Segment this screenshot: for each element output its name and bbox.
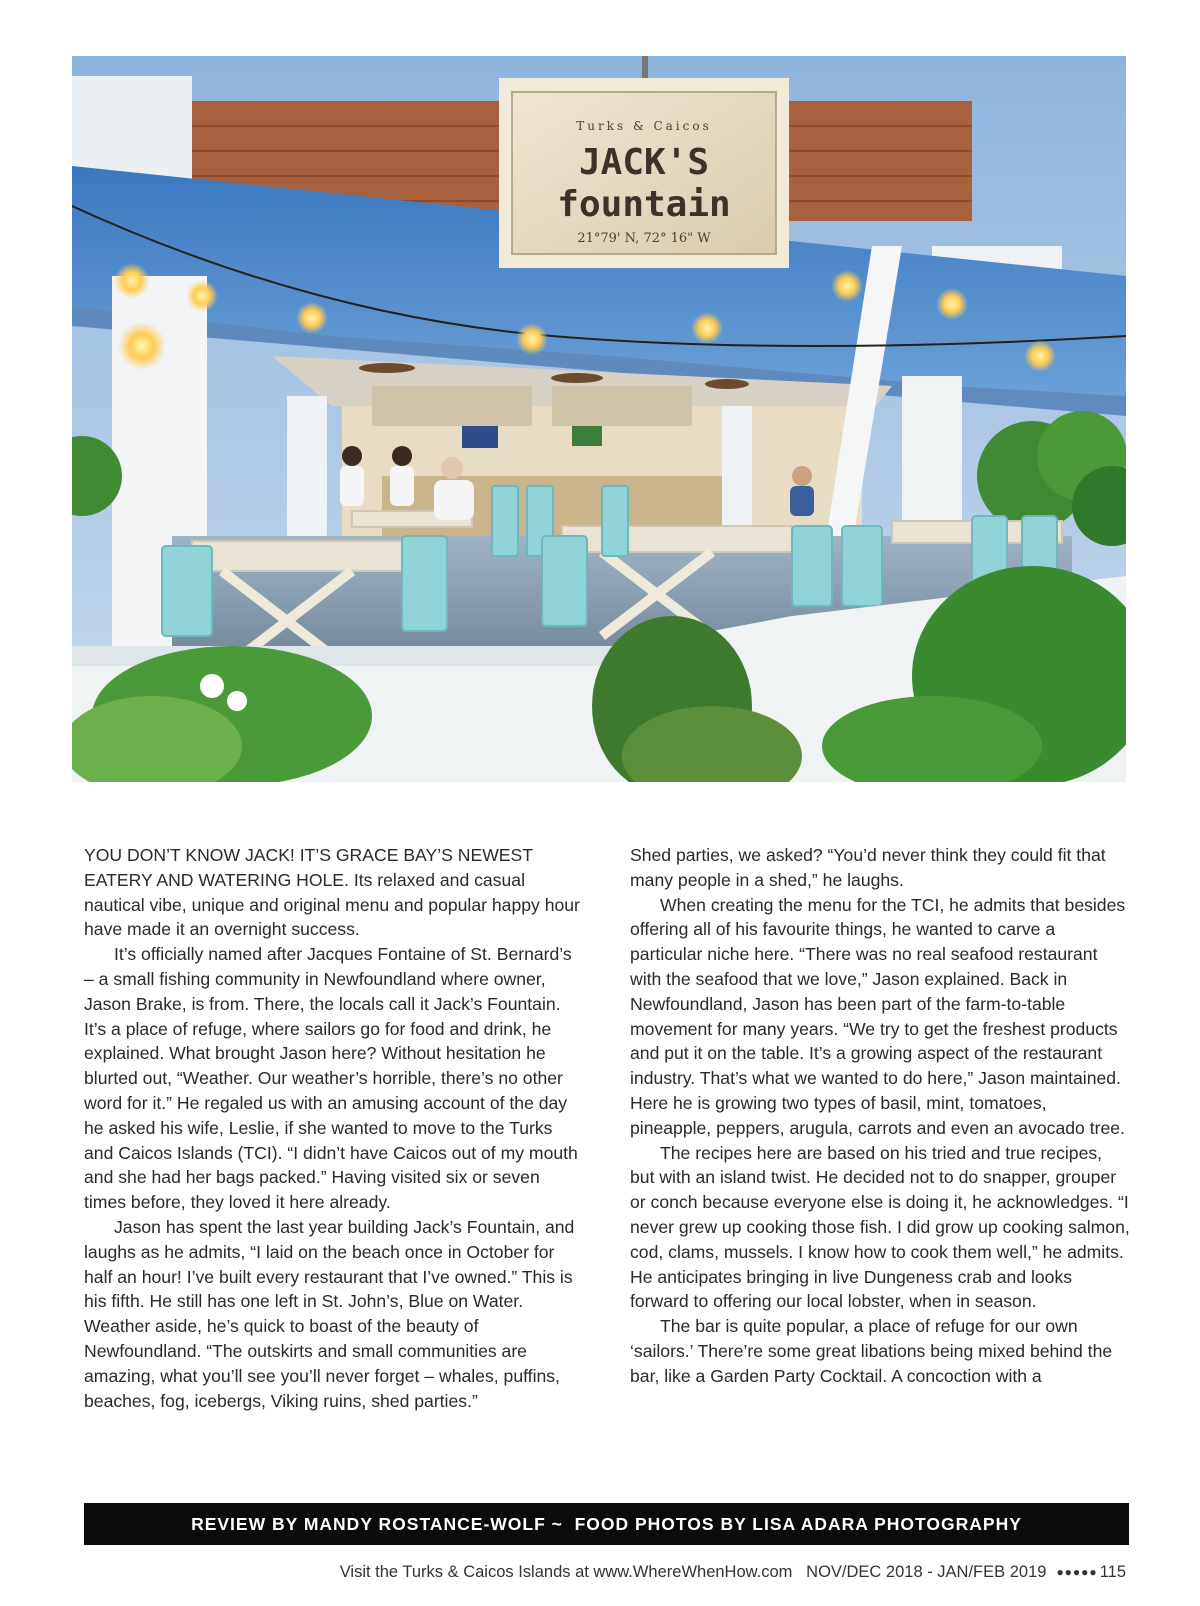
article-column-left — [84, 843, 584, 1443]
chair — [602, 486, 628, 556]
sign-top-text: Turks & Caicos — [576, 119, 712, 133]
sign-main-text-1: JACK'S — [578, 142, 710, 183]
sign-coords-text: 21°79' N, 72° 16" W — [577, 231, 711, 246]
chair — [402, 536, 447, 631]
article-body — [84, 843, 1130, 1443]
hero-photo — [72, 56, 1126, 782]
table — [562, 526, 792, 552]
page-number: 115 — [1099, 1562, 1126, 1581]
footer-issue-text: NOV/DEC 2018 - JAN/FEB 2019 — [806, 1562, 1047, 1581]
footer-visit-text: Visit the Turks & Caicos Islands at www.WhereWhenHow.com — [339, 1562, 793, 1581]
table — [192, 541, 432, 571]
page-footer — [340, 1560, 1126, 1584]
credit-text: REVIEW BY MANDY ROSTANCE-WOLF ~ FOOD PHOTOS BY LISA ADARA PHOTOGRAPHY — [191, 1513, 1022, 1534]
paragraph: Shed parties, we asked? “You’d never think they could fit that many people in a shed,” he laughs. — [630, 845, 1106, 890]
restaurant-illustration — [72, 56, 1126, 782]
paragraph: Jason has spent the last year building Jack’s Fountain, and laughs as he admits, “I laid on the beach once in October for half an hour! I’ve built every restaurant that I’ve owned.” This is his fifth. He still has one left in St. John’s, Blue on Water. Weather aside, he’s quick to boast of the beauty of Newfoundland. “The outskirts and small communities are amazing, what you’ll see you’ll never forget – whales, puffins, beaches, fog, icebergs, Viking ruins, shed parties.” — [84, 1216, 575, 1411]
restaurant-sign — [499, 56, 789, 268]
paragraph: When creating the menu for the TCI, he admits that besides offering all of his favourite things, he wanted to carve a particular niche here. “There was no real seafood restaurant with the seafood that we love,” Jason explained. Back in Newfoundland, Jason has been part of the farm-to-table movement for many years. “We try to get the freshest products and put it on the table. It’s a growing aspect of the restaurant industry. That’s what we wanted to do here,” Jason maintained. Here he is growing two types of basil, mint, tomatoes, pineapple, peppers, arugula, carrots and even an avocado tree. — [630, 894, 1126, 1138]
footer-dots: ●●●●● — [1056, 1565, 1098, 1579]
chair — [842, 526, 882, 606]
credit-bar — [84, 1503, 1129, 1545]
article-column-right — [630, 843, 1130, 1443]
paragraph: YOU DON’T KNOW JACK! IT’S GRACE BAY’S NEWEST EATERY AND WATERING HOLE. Its relaxed and casual nautical vibe, unique and original menu and popular happy hour have made it an overnight success. — [84, 845, 580, 940]
paragraph: The recipes here are based on his tried and true recipes, but with an island twist. He decided not to do snapper, grouper or conch because everyone else is doing it, he acknowledges. “I never grew up cooking those fish. I did grow up cooking salmon, cod, clams, mussels. I know how to cook them well,” he admits. He anticipates bringing in live Dungeness crab and looks forward to offering our local lobster, when in season. — [630, 1142, 1130, 1312]
chair — [162, 546, 212, 636]
paragraph: The bar is quite popular, a place of refuge for our own ‘sailors.’ There’re some great libations being mixed behind the bar, like a Garden Party Cocktail. A concoction with a — [630, 1316, 1113, 1386]
chair — [492, 486, 518, 556]
sign-main-text-2: fountain — [557, 184, 731, 225]
chair — [542, 536, 587, 626]
paragraph: It’s officially named after Jacques Fontaine of St. Bernard’s – a small fishing community in Newfoundland where owner, Jason Brake, is from. There, the locals call it Jack’s Fountain. It’s a place of refuge, where sailors go for food and drink, he explained. What brought Jason here? Without hesitation he blurted out, “Weather. Our weather’s horrible, there’s no other word for it.” He regaled us with an amusing account of the day he asked his wife, Leslie, if she wanted to move to the Turks and Caicos Islands (TCI). “I didn’t have Caicos out of my mouth and she had her bags packed.” Having visited six or seven times before, they loved it here already. — [84, 944, 578, 1213]
chair — [792, 526, 832, 606]
